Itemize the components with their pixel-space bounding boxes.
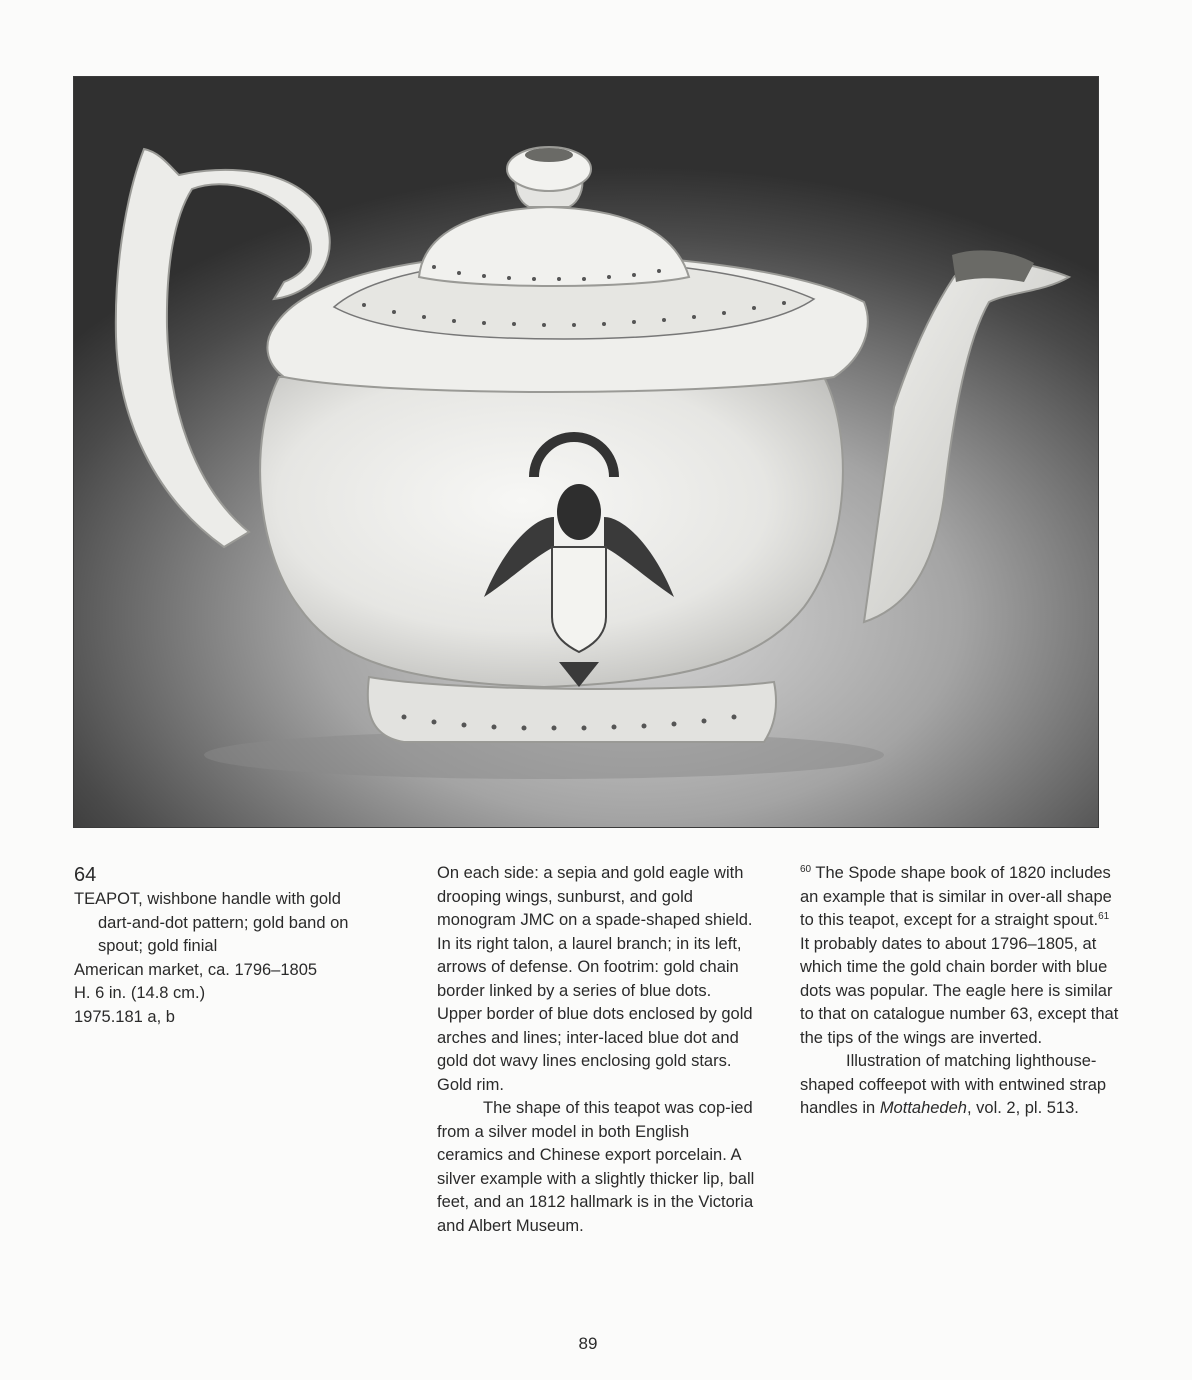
illustration-paragraph bbox=[800, 1050, 1120, 1121]
accession-number: 1975.181 a, b bbox=[74, 1007, 175, 1026]
illustration-text-b: , vol. 2, pl. 513. bbox=[966, 1099, 1079, 1117]
catalogue-entry bbox=[74, 862, 374, 1029]
description-paragraph: On each side: a sepia and gold eagle with drooping wings, sunburst, and gold monogram JMC on a spade-shaped shield. In its right talon, a laurel branch; in its left, arrows of defense. On footrim: gold chain border linked by a series of blue dots. Upper border of blue dots enclosed by gold arches and lines; inter-laced blue dot and gold dot wavy lines enclosing gold stars. Gold rim. bbox=[437, 864, 753, 1094]
page-number: 89 bbox=[578, 1334, 598, 1353]
shape-text-c: It probably dates to about 1796–1805, at which time the gold chain border with blue dots was popular. The eagle here is similar to that on catalogue number 63, except that the tips of the wings are inverted. bbox=[800, 934, 1119, 1047]
object-title: TEAPOT, wishbone handle with gold dart-and-dot pattern; gold band on spout; gold finial bbox=[74, 890, 349, 955]
shape-text-b: The Spode shape book of 1820 includes an example that is similar in over-all shape to this teapot, except for a straight spout. bbox=[800, 864, 1112, 929]
catalogue-number: 64 bbox=[74, 864, 97, 886]
shape-paragraph-continued bbox=[800, 862, 1120, 1050]
description-column bbox=[437, 862, 757, 1238]
market-line: American market, ca. 1796–1805 bbox=[74, 960, 318, 979]
teapot-illustration bbox=[74, 77, 1099, 828]
shape-paragraph-start: The shape of this teapot was cop-ied from a silver model in both English ceramics and Chinese export porcelain. A silver example with a slightly thicker lip, ball feet, and an 1812 hallmark is in the Victoria and Albert Museum. bbox=[437, 1099, 755, 1235]
footnote-ref-60: 60 bbox=[800, 864, 812, 875]
footnote-ref-61: 61 bbox=[1098, 911, 1110, 922]
continuation-column bbox=[800, 862, 1120, 1121]
teapot-photograph bbox=[73, 76, 1099, 828]
reference-title: Mottahedeh bbox=[879, 1099, 967, 1117]
illustration-text-a: Illustration of matching lighthouse-shaped coffeepot with with entwined strap handles in bbox=[800, 1052, 1107, 1117]
dimensions-line: H. 6 in. (14.8 cm.) bbox=[74, 984, 206, 1002]
